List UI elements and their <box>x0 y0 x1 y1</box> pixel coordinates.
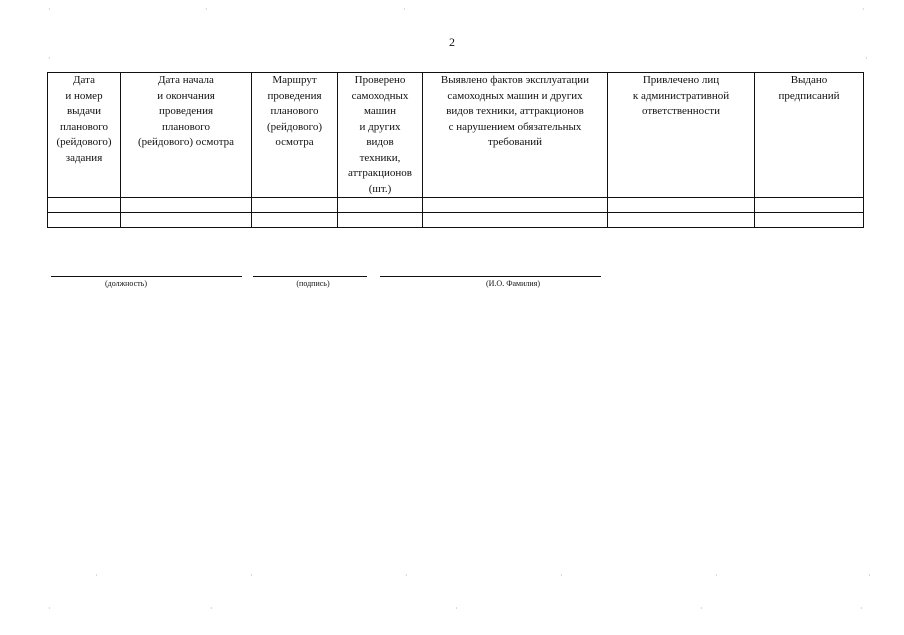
table-cell[interactable] <box>338 198 423 213</box>
header-route: Маршрут проведения планового (рейдового) осмотра <box>252 73 338 198</box>
header-inspection-period: Дата начала и окончания проведения планового (рейдового) осмотра <box>121 73 252 198</box>
table-cell[interactable] <box>338 213 423 228</box>
signature-line[interactable] <box>253 276 367 277</box>
scan-speck: · <box>455 604 458 613</box>
table-cell[interactable] <box>252 198 338 213</box>
table-cell[interactable] <box>423 198 608 213</box>
position-label: (должность) <box>105 279 147 288</box>
table-cell[interactable] <box>423 213 608 228</box>
table-cell[interactable] <box>252 213 338 228</box>
scan-speck: · <box>868 571 871 580</box>
table-cell[interactable] <box>121 213 252 228</box>
header-violations-found: Выявлено фактов эксплуатации самоходных машин и других видов техники, аттракционов с нарушением обязательных требований <box>423 73 608 198</box>
scan-speck: · <box>48 604 51 613</box>
table-cell[interactable] <box>48 198 121 213</box>
header-issue-date-number: Дата и номер выдачи планового (рейдового) задания <box>48 73 121 198</box>
inspection-report-table <box>47 72 864 228</box>
table-cell[interactable] <box>608 213 755 228</box>
scan-speck: · <box>700 604 703 613</box>
page-number: 2 <box>449 35 455 49</box>
scan-speck: · <box>860 604 863 613</box>
scan-speck: · <box>560 571 563 580</box>
scan-speck: · <box>48 54 51 63</box>
scan-speck: · <box>210 604 213 613</box>
full-name-line[interactable] <box>380 276 601 277</box>
table-cell[interactable] <box>121 198 252 213</box>
table-cell[interactable] <box>755 213 864 228</box>
scan-speck: · <box>48 5 51 14</box>
table-row <box>48 198 864 213</box>
header-checked-count: Проверено самоходных машин и других видов техники, аттракционов (шт.) <box>338 73 423 198</box>
header-orders-issued: Выдано предписаний <box>755 73 864 198</box>
table-row <box>48 213 864 228</box>
scan-speck: · <box>862 5 865 14</box>
scan-speck: · <box>405 571 408 580</box>
full-name-label: (И.О. Фамилия) <box>485 279 541 288</box>
table-header-row <box>48 73 864 198</box>
table-cell[interactable] <box>755 198 864 213</box>
table-cell[interactable] <box>608 198 755 213</box>
scan-speck: · <box>715 571 718 580</box>
scan-speck: · <box>865 54 868 63</box>
header-persons-charged: Привлечено лиц к административной ответственности <box>608 73 755 198</box>
table-cell[interactable] <box>48 213 121 228</box>
scan-speck: · <box>95 571 98 580</box>
scan-speck: · <box>205 5 208 14</box>
signature-label: (подпись) <box>296 279 330 288</box>
scan-speck: · <box>250 571 253 580</box>
position-signature-line[interactable] <box>51 276 242 277</box>
scan-speck: · <box>403 5 406 14</box>
